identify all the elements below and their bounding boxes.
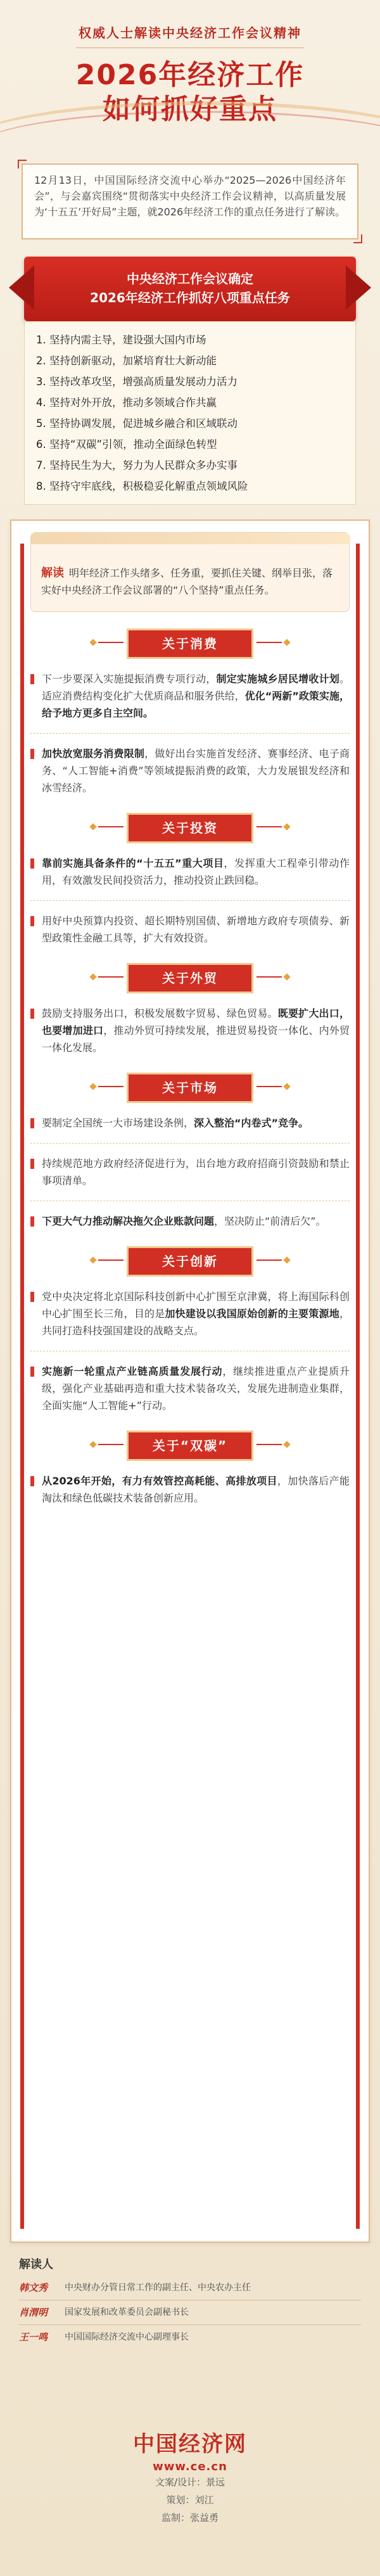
- section-title: 关于消费: [162, 636, 218, 651]
- task-item: 4. 坚持对外开放，推动多领域合作共赢: [36, 397, 217, 409]
- notice-tag: 解读: [41, 566, 64, 580]
- emphasis-text: 优化“两新”政策实施，给予地方更多自主空间。: [42, 690, 350, 719]
- intro-box: [22, 163, 358, 239]
- sections: [30, 628, 350, 1507]
- emphasis-text: 加快放宽服务消费限制: [42, 748, 145, 760]
- body-text: ，坚决防止“前清后欠”。: [214, 1215, 326, 1227]
- section-paragraph: [30, 670, 350, 722]
- interpreter-row: [19, 2281, 361, 2295]
- section-title: 关于市场: [162, 1080, 218, 1095]
- body-text: 鼓励支持服务出口，积极发展数字贸易、绿色贸易。: [42, 1007, 278, 1019]
- diamond-icon: [89, 1256, 96, 1263]
- section-heading: [127, 963, 253, 993]
- interpreter-row: [19, 2305, 361, 2319]
- task-item: 3. 坚持改革攻坚，增强高质量发展动力活力: [36, 376, 238, 388]
- body-text: ，加快落后产能淘汰和绿色低碳技术装备创新应用。: [42, 1475, 350, 1504]
- task-item: 6. 坚持“双碳”引领，推动全面绿色转型: [36, 438, 217, 450]
- credit-copy-design: 文案/设计：景远: [155, 2477, 225, 2488]
- title-line-2: 如何抓好重点: [103, 93, 277, 125]
- tasks-banner-line-1: 中央经济工作会议确定: [127, 271, 253, 286]
- divider: [19, 2324, 361, 2325]
- section-heading: [127, 1246, 253, 1277]
- body-text: ，做好出台实施首发经济、赛事经济、电子商务、“人工智能+消费”等领域提振消费的政策，大力发展银发经济和冰雪经济。: [42, 748, 350, 794]
- section-paragraph: [30, 1155, 350, 1189]
- task-item: 5. 坚持协调发展，促进城乡融合和区域联动: [36, 418, 238, 430]
- notice-text: 明年经济工作头绪多、任务重，要抓住关键、纲举目张，落实好中央经济工作会议部署的“八个坚持”重点任务。: [41, 567, 333, 596]
- emphasis-text: 从2026年开始，有力有效管控高耗能、高排放项目: [42, 1475, 277, 1487]
- section-title: 关于“双碳”: [152, 1438, 228, 1453]
- notice-ribbon: [31, 533, 350, 544]
- brand-logo: 中国经济网: [133, 2432, 247, 2457]
- brand-url: www.ce.cn: [153, 2460, 227, 2473]
- section-paragraph: [30, 1288, 350, 1339]
- eight-tasks-panel: [0, 257, 380, 510]
- section-paragraph: [30, 1213, 350, 1230]
- corner-decoration: [18, 160, 27, 169]
- interpreter-name: 肖渭明: [19, 2307, 48, 2318]
- emphasis-text: 靠前实施具备条件的“十五五”重大项目: [42, 857, 224, 869]
- corner-decoration: [353, 234, 362, 243]
- tasks-banner-line-2: 2026年经济工作抓好八项重点任务: [90, 290, 290, 305]
- interpreter-title: 中国国际经济交流中心副理事长: [65, 2332, 189, 2342]
- emphasis-text: 实施新一轮重点产业链高质量发展行动: [42, 1365, 223, 1377]
- divider: [30, 900, 350, 901]
- section-heading: [127, 813, 253, 843]
- emphasis-text: 加快建设以我国原始创新的主要策源地: [165, 1308, 339, 1320]
- interpreter-title: 国家发展和改革委员会副秘书长: [65, 2307, 189, 2318]
- diamond-icon: [89, 823, 96, 830]
- header: [0, 0, 380, 158]
- task-item: 7. 坚持民生为大，努力为人民群众多办实事: [36, 459, 238, 471]
- tasks-list: [24, 321, 356, 505]
- section-heading: [127, 628, 253, 659]
- diamond-icon: [283, 823, 290, 830]
- section-paragraph: [30, 1363, 350, 1414]
- task-item: 1. 坚持内需主导，建设强大国内市场: [36, 334, 206, 346]
- card-bar-right: [356, 544, 360, 2229]
- diamond-icon: [283, 1256, 290, 1263]
- title-line-1: 2026年经济工作: [75, 59, 305, 91]
- diamond-icon: [89, 1441, 96, 1448]
- interpreters-title: 解读人: [19, 2258, 53, 2271]
- diamond-icon: [283, 639, 290, 646]
- diamond-icon: [89, 1083, 96, 1090]
- section-paragraph: [30, 855, 350, 889]
- body-text: 要制定全国统一大市场建设条例，: [42, 1117, 194, 1129]
- credit-supervisor: 监制：张益勇: [161, 2512, 218, 2523]
- interpreters-list: [19, 2281, 361, 2344]
- body-text: 。适应消费结构变化扩大优质商品和服务供给，: [42, 673, 350, 702]
- emphasis-text: 既要扩大出口，也要增加进口: [42, 1007, 350, 1036]
- body-text: 党中央决定将北京国际科技创新中心扩围至京津冀，将上海国际科创中心扩围至长三角，目的是: [42, 1291, 350, 1320]
- card-inner: [30, 532, 350, 1518]
- diamond-icon: [283, 1441, 290, 1448]
- body-text: 持续规范地方政府经济促进行为，出台地方政府招商引资鼓励和禁止事项清单。: [42, 1157, 350, 1187]
- body-text: ，发挥重大工程牵引带动作用，有效激发民间投资活力，推动投资止跌回稳。: [42, 857, 350, 886]
- emphasis-text: 制定实施城乡居民增收计划: [216, 673, 339, 685]
- emphasis-text: 下更大气力推动解决拖欠企业账款问题: [42, 1215, 215, 1227]
- credit-planning: 策划：刘江: [166, 2494, 214, 2506]
- divider: [30, 1143, 350, 1144]
- task-item: 8. 坚持守牢底线，积极稳妥化解重点领域风险: [36, 480, 248, 492]
- section-paragraph: [30, 1005, 350, 1056]
- task-item: 2. 坚持创新驱动，加紧培育壮大新动能: [36, 355, 217, 367]
- interpretation-notice: [30, 532, 350, 612]
- interpreter-name: 王一鸣: [19, 2331, 48, 2343]
- diamond-icon: [89, 639, 96, 646]
- interpreter-row: [19, 2330, 361, 2344]
- body-text: 用好中央预算内投资、超长期特别国债、新增地方政府专项债券、新型政策性金融工具等，扩大有效投资。: [42, 915, 350, 944]
- section-paragraph: [30, 1114, 350, 1132]
- section-heading: [127, 1073, 253, 1103]
- body-text: ，推动外贸可持续发展，推进贸易投资一体化、内外贸一体化发展。: [42, 1024, 350, 1054]
- section-paragraph: [30, 1472, 350, 1507]
- intro-text: 12月13日，中国国际经济交流中心举办“2025—2026中国经济年会”，与会嘉宾围绕“贯彻落实中央经济工作会议精神，以高质量发展为‘十五五’开好局”主题，就2026年经济工作的重点任务进行了解读。: [34, 174, 346, 218]
- body-text: ，继续推进重点产业提质升级，强化产业基础再造和重大技术装备攻关，发展先进制造业集群，全面实施“人工智能+”行动。: [42, 1365, 350, 1412]
- body-text: ，共同打造科技强国建设的战略支点。: [42, 1308, 350, 1337]
- section-paragraph: [30, 912, 350, 947]
- tasks-banner: [24, 257, 356, 321]
- diamond-icon: [283, 973, 290, 980]
- banner-wing-left: [9, 265, 34, 310]
- interpreter-name: 韩文秀: [19, 2282, 48, 2293]
- kicker-title: 权威人士解读中央经济工作会议精神: [79, 25, 301, 41]
- emphasis-text: 深入整治“内卷式”竞争。: [194, 1117, 309, 1129]
- interpreter-title: 中央财办分管日常工作的副主任、中央农办主任: [65, 2283, 251, 2293]
- footer: [0, 2426, 380, 2527]
- divider: [30, 733, 350, 734]
- diamond-icon: [89, 973, 96, 980]
- section-title: 关于外贸: [162, 971, 218, 986]
- card-bar-left: [20, 544, 24, 2229]
- content-card: [10, 520, 370, 2243]
- section-title: 关于投资: [162, 820, 218, 836]
- section-title: 关于创新: [162, 1254, 218, 1269]
- interpreters: [19, 2255, 361, 2388]
- banner-wing-right: [346, 265, 371, 310]
- section-heading: [127, 1431, 253, 1461]
- section-paragraph: [30, 745, 350, 796]
- diamond-icon: [283, 1083, 290, 1090]
- body-text: 下一步要深入实施提振消费专项行动，: [42, 673, 217, 685]
